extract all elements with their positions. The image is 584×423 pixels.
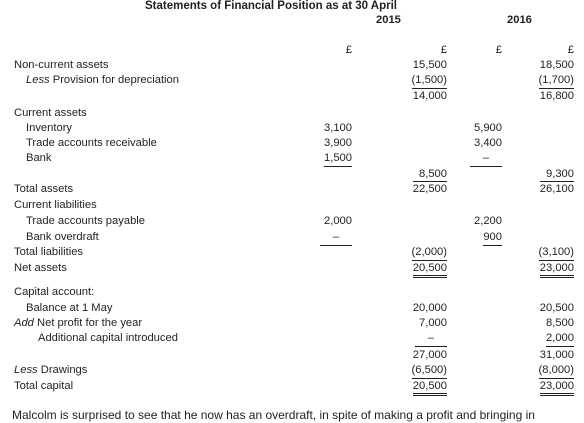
row-label: Net assets (14, 262, 67, 274)
value-2016: 26,100 (539, 183, 574, 195)
row-bank-overdraft (0, 231, 584, 245)
value-2016: (8,000) (539, 364, 574, 379)
value-2016: 16,800 (539, 90, 574, 102)
row-label: Total assets (14, 183, 74, 195)
value-2015: (1,500) (412, 74, 447, 89)
value-2015: – (320, 231, 352, 246)
row-non-current-assets (0, 59, 584, 73)
currency-symbol: £ (495, 44, 502, 56)
value-2016: (3,100) (539, 246, 574, 261)
row-total-liabilities (0, 246, 584, 260)
row-label: Capital account: (14, 286, 95, 298)
row-label: Less Provision for depreciation (26, 74, 179, 86)
row-label: Bank (26, 152, 52, 164)
row-bank (0, 152, 584, 166)
row-capital-subtotal (0, 349, 584, 363)
row-provision-depreciation (0, 74, 584, 88)
row-total-assets (0, 183, 584, 197)
row-trade-payables (0, 215, 584, 229)
row-label: Trade accounts receivable (26, 137, 157, 149)
row-current-assets-heading (0, 107, 584, 121)
row-nca-net (0, 90, 584, 104)
statement-title: Statements of Financial Position as at 30 April (145, 0, 397, 12)
value-2016: 18,500 (539, 59, 574, 71)
currency-symbol: £ (567, 44, 574, 56)
row-label: Current assets (14, 107, 87, 119)
year-2015: 2015 (376, 14, 401, 26)
year-2016: 2016 (507, 14, 532, 26)
value-2015: 7,000 (419, 317, 447, 329)
value-2016: 23,000 (540, 262, 574, 278)
value-2015: 22,500 (412, 183, 447, 195)
value-2016: 3,400 (474, 137, 502, 149)
value-2016: (1,700) (539, 74, 574, 89)
value-2015: – (415, 332, 447, 347)
value-2015: (6,500) (412, 364, 447, 379)
currency-header-row (0, 44, 584, 58)
value-2016: 5,900 (474, 122, 502, 134)
row-drawings (0, 364, 584, 378)
value-2015: 2,000 (324, 215, 352, 227)
currency-symbol: £ (440, 44, 447, 56)
value-2015: 20,500 (413, 380, 447, 396)
value-2015: 27,000 (412, 349, 447, 361)
value-2016: 23,000 (540, 380, 574, 396)
value-2015: 8,500 (419, 168, 447, 180)
value-2016: 2,000 (546, 332, 574, 347)
row-net-assets (0, 262, 584, 276)
row-net-profit (0, 317, 584, 331)
value-2015: 3,900 (324, 137, 352, 149)
row-additional-capital (0, 332, 584, 346)
value-2016: – (470, 152, 502, 167)
row-balance-1-may (0, 302, 584, 316)
row-label: Bank overdraft (26, 231, 99, 243)
row-inventory (0, 122, 584, 136)
row-label: Balance at 1 May (26, 302, 113, 314)
value-2015: 15,500 (412, 59, 447, 71)
row-trade-receivables (0, 137, 584, 151)
row-current-liabilities-heading (0, 199, 584, 213)
value-2015: 14,000 (412, 90, 447, 102)
row-label: Current liabilities (14, 199, 97, 211)
value-2015: 3,100 (324, 122, 352, 134)
row-label: Inventory (26, 122, 73, 134)
row-label: Additional capital introduced (38, 332, 178, 344)
value-2016: 31,000 (539, 349, 574, 361)
body-text-caption: Malcolm is surprised to see that he now has an overdraft, in spite of making a profit and bringing in (12, 408, 535, 422)
row-label: Total capital (14, 380, 74, 392)
value-2015: 20,500 (413, 262, 447, 278)
value-2016: 9,300 (546, 168, 574, 180)
value-2016: 8,500 (546, 317, 574, 329)
value-2015: (2,000) (412, 246, 447, 261)
value-2015: 1,500 (324, 152, 352, 167)
value-2016: 20,500 (539, 302, 574, 314)
row-label: Total liabilities (14, 246, 84, 258)
row-capital-account-heading (0, 286, 584, 300)
row-label: Less Drawings (14, 364, 88, 376)
row-label: Non-current assets (14, 59, 109, 71)
currency-symbol: £ (345, 44, 352, 56)
value-2015: 20,000 (412, 302, 447, 314)
row-current-assets-total (0, 168, 584, 182)
value-2016: 900 (483, 231, 502, 246)
row-label: Add Net profit for the year (14, 317, 143, 329)
row-total-capital (0, 380, 584, 394)
row-label: Trade accounts payable (26, 215, 145, 227)
value-2016: 2,200 (474, 215, 502, 227)
